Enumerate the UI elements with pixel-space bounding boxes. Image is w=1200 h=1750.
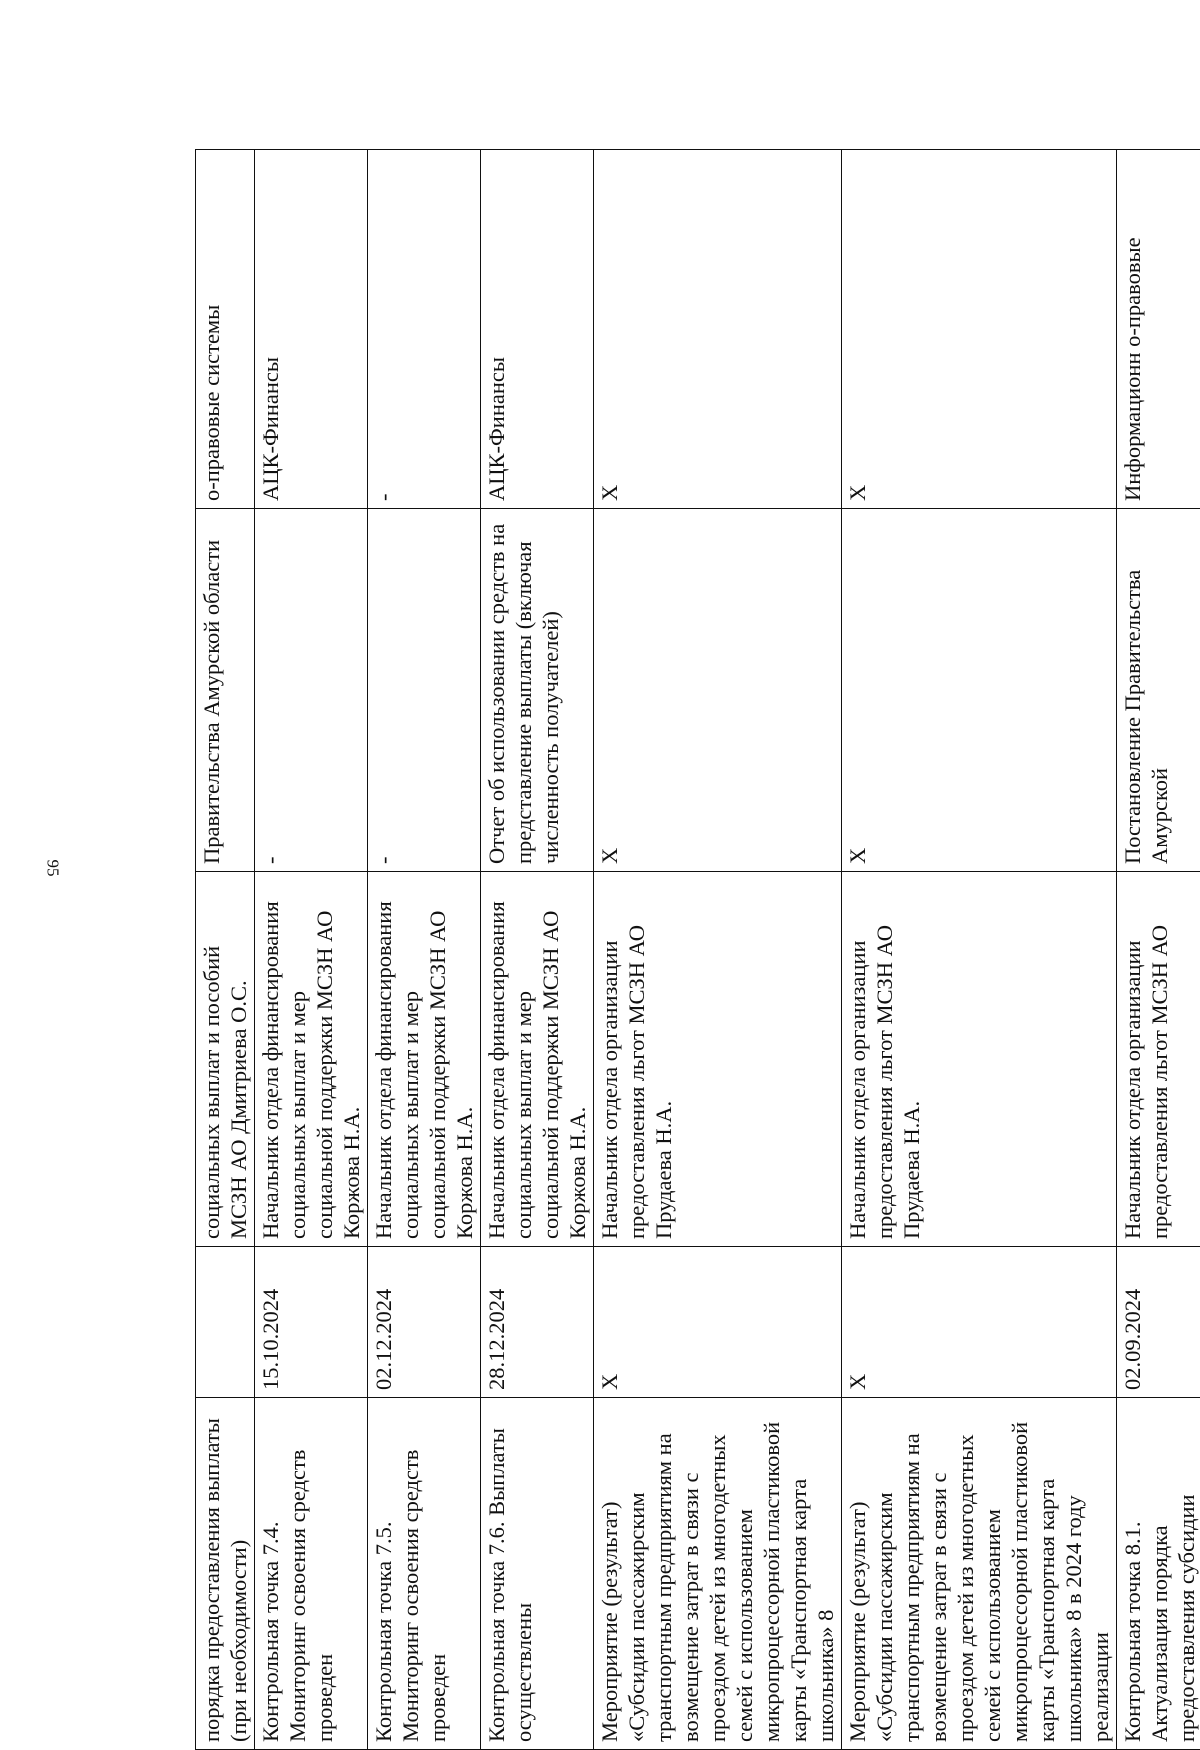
table-cell-document: X (842, 509, 1117, 872)
rotated-table-sheet (195, 150, 1090, 1750)
table-cell-responsible: Начальник отдела финансирования социальных выплат и мер социальной поддержки МСЗН АО Коржова Н.А. (255, 872, 368, 1247)
table-row (594, 150, 842, 1750)
table-row (481, 150, 594, 1750)
table-cell-system: X (842, 150, 1117, 509)
table-cell-responsible: Начальник отдела финансирования социальных выплат и мер социальной поддержки МСЗН АО Коржова Н.А. (368, 872, 481, 1247)
table-cell-system: - (368, 150, 481, 509)
table-cell-document: Правительства Амурской области (196, 509, 255, 872)
table-row (368, 150, 481, 1750)
table-cell-document: - (255, 509, 368, 872)
table-cell-responsible: Начальник отдела организации предоставления льгот МСЗН АО (1117, 872, 1200, 1247)
table-cell-date: 02.12.2024 (368, 1247, 481, 1398)
table-row (842, 150, 1117, 1750)
table-cell-date: X (842, 1247, 1117, 1398)
table-cell-event: Мероприятие (результат) «Субсидии пассажирским транспортным предприятиям на возмещение затрат в связи с проездом детей из многодетных семей с использованием микропроцессорной пластиковой карты «Транспортная карта школьника» 8 (594, 1398, 842, 1750)
table-cell-system: АЦК-Финансы (255, 150, 368, 509)
table-cell-event: Контрольная точка 7.6. Выплаты осуществлены (481, 1398, 594, 1750)
table-cell-document: Отчет об использовании средств на представление выплаты (включая численность получателей) (481, 509, 594, 872)
table-cell-system: X (594, 150, 842, 509)
table-cell-event: Контрольная точка 8.1. Актуализация порядка предоставления субсидии (1117, 1398, 1200, 1750)
table-cell-date: 02.09.2024 (1117, 1247, 1200, 1398)
table-row (196, 150, 255, 1750)
table-row (255, 150, 368, 1750)
table-cell-event: Контрольная точка 7.4. Мониторинг освоения средств проведен (255, 1398, 368, 1750)
table-row (1117, 150, 1200, 1750)
page-number: 95 (43, 860, 63, 877)
table-cell-date: 15.10.2024 (255, 1247, 368, 1398)
table-cell-document: X (594, 509, 842, 872)
table-cell-responsible: Начальник отдела финансирования социальных выплат и мер социальной поддержки МСЗН АО Коржова Н.А. (481, 872, 594, 1247)
control-points-table (195, 149, 1200, 1750)
table-cell-system: о-правовые системы (196, 150, 255, 509)
table-cell-responsible: Начальник отдела организации предоставления льгот МСЗН АО Прудаева Н.А. (842, 872, 1117, 1247)
table-cell-event: Контрольная точка 7.5. Мониторинг освоения средств проведен (368, 1398, 481, 1750)
table-cell-event: Мероприятие (результат) «Субсидии пассажирским транспортным предприятиям на возмещение затрат в связи с проездом детей из многодетных семей с использованием микропроцессорной пластиковой карты «Транспортная карта школьника» 8 в 2024 году реализации (842, 1398, 1117, 1750)
table-cell-event: порядка предоставления выплаты (при необходимости) (196, 1398, 255, 1750)
table-cell-responsible: социальных выплат и пособий МСЗН АО Дмитриева О.С. (196, 872, 255, 1247)
table-cell-date (196, 1247, 255, 1398)
table-cell-system: АЦК-Финансы (481, 150, 594, 509)
table-cell-date: 28.12.2024 (481, 1247, 594, 1398)
table-cell-responsible: Начальник отдела организации предоставления льгот МСЗН АО Прудаева Н.А. (594, 872, 842, 1247)
table-cell-system: Информационн о-правовые (1117, 150, 1200, 509)
table-cell-date: X (594, 1247, 842, 1398)
table-cell-document: Постановление Правительства Амурской (1117, 509, 1200, 872)
table-cell-document: - (368, 509, 481, 872)
